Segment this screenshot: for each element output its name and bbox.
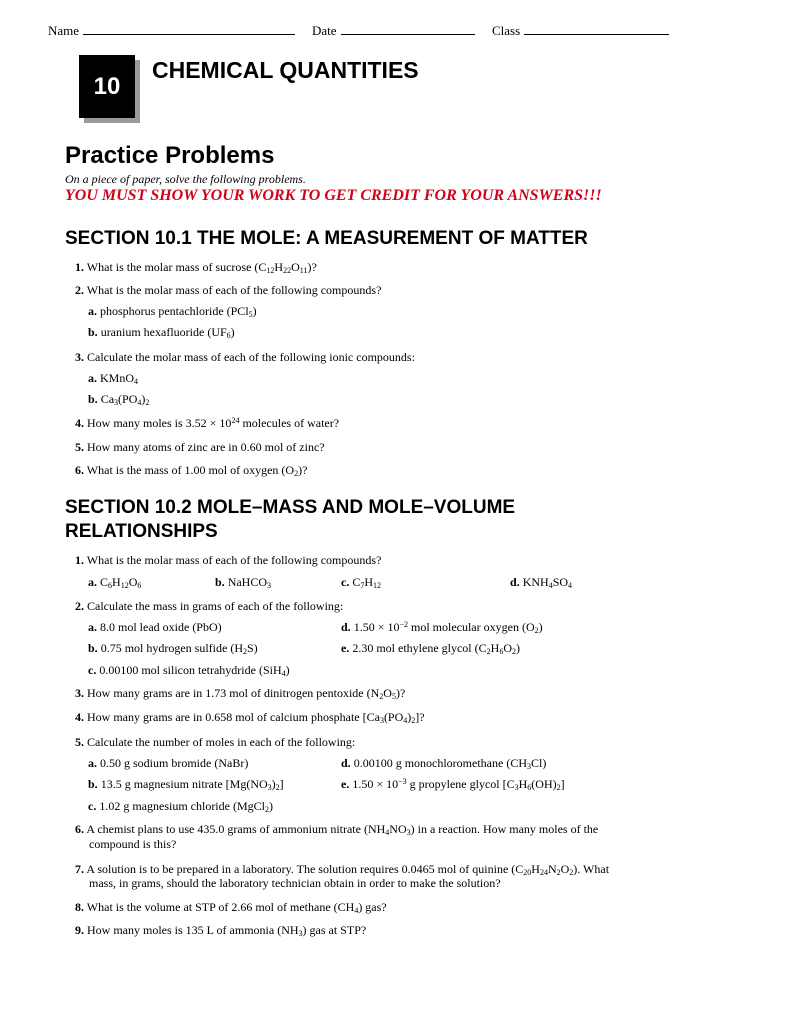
s2-question-6-cont: compound is this? bbox=[89, 837, 177, 851]
s1-q2-part-b: b. uranium hexafluoride $(UF_6)$ bbox=[88, 325, 235, 340]
s2-q5-part-c: c. 1.02 g magnesium chloride (MgCl$_2$) bbox=[88, 799, 273, 814]
s2-question-3: 3. How many grams are in 1.73 mol of dinitrogen pentoxide $(N_2O_5)$? bbox=[75, 686, 406, 701]
s2-q2-part-b: b. 0.75 mol hydrogen sulfide $(H_2S)$ bbox=[88, 641, 258, 656]
s2-q5-part-b: b. 13.5 g magnesium nitrate $[Mg(NO_3)_2]$ bbox=[88, 777, 284, 792]
instruction-text: On a piece of paper, solve the following problems. bbox=[65, 172, 306, 186]
s2-q5-part-a: a. 0.50 g sodium bromide (NaBr) bbox=[88, 756, 249, 770]
s2-q2-part-a: a. 8.0 mol lead oxide (PbO) bbox=[88, 620, 222, 634]
class-field[interactable] bbox=[492, 23, 669, 39]
s2-q1-part-a: a. $C_6H_{12}O_6$ bbox=[88, 575, 142, 590]
s2-q5-part-d: d. 0.00100 g monochloromethane $(CH_3Cl)$ bbox=[341, 756, 547, 771]
s2-question-7: 7. A solution is to be prepared in a laboratory. The solution requires 0.0465 mol of quinine $(C_{20}H_{24}N_2O_2)$. What bbox=[75, 862, 610, 877]
s2-question-4: 4. How many grams are in 0.658 mol of calcium phosphate $[Ca_3(PO_4)_2]$? bbox=[75, 710, 425, 725]
s2-question-2: 2. Calculate the mass in grams of each of the following: bbox=[75, 599, 344, 613]
class-label: Class bbox=[492, 23, 521, 38]
s2-question-6: 6. A chemist plans to use 435.0 grams of ammonium nitrate $(NH_4NO_3)$ in a reaction. How many moles of the bbox=[75, 822, 599, 837]
date-field[interactable] bbox=[312, 23, 475, 39]
section-10-2-title bbox=[65, 496, 685, 544]
section-10-1-title: SECTION 10.1 THE MOLE: A MEASUREMENT OF MATTER bbox=[65, 228, 588, 249]
s2-q2-part-d: d. $1.50 \times 10^{-2}$ mol molecular oxygen $(O_2)$ bbox=[341, 620, 543, 635]
s2-q2-part-c: c. 0.00100 mol silicon tetrahydride (SiH$_4$) bbox=[88, 663, 290, 678]
name-label: Name bbox=[48, 23, 80, 38]
s1-question-1: 1. What is the molar mass of sucrose $(C_{12}H_{22}O_{11})$? bbox=[75, 260, 317, 275]
s1-q2-part-a: a. phosphorus pentachloride (PCl$_5$) bbox=[88, 304, 257, 319]
class-line[interactable] bbox=[524, 24, 669, 35]
date-line[interactable] bbox=[341, 24, 475, 35]
page-title: Practice Problems bbox=[65, 142, 275, 169]
s2-question-5: 5. Calculate the number of moles in each of the following: bbox=[75, 735, 356, 749]
chapter-badge: 10 bbox=[79, 55, 135, 118]
s1-question-4: 4. How many moles is $3.52 \times 10^{24}$ molecules of water? bbox=[75, 416, 340, 430]
s1-question-2: 2. What is the molar mass of each of the following compounds? bbox=[75, 283, 382, 297]
s2-question-9: 9. How many moles is 135 L of ammonia $(NH_3)$ gas at STP? bbox=[75, 923, 367, 938]
section-10-2-title-line2: RELATIONSHIPS bbox=[65, 521, 218, 542]
s1-question-3: 3. Calculate the molar mass of each of the following ionic compounds: bbox=[75, 350, 415, 364]
s1-question-5: 5. How many atoms of zinc are in 0.60 mol of zinc? bbox=[75, 440, 325, 454]
s2-question-7-cont: mass, in grams, should the laboratory technician obtain in order to make the solution? bbox=[89, 876, 501, 890]
s2-q1-part-b: b. NaHCO$_3$ bbox=[215, 575, 272, 590]
section-10-2-title-line1: SECTION 10.2 MOLE–MASS AND MOLE–VOLUME bbox=[65, 497, 516, 518]
s1-q3-part-a: a. KMnO$_4$ bbox=[88, 371, 139, 386]
s2-q1-part-c: c. $C_7H_{12}$ bbox=[341, 575, 382, 590]
name-field[interactable] bbox=[48, 23, 295, 39]
s2-question-8: 8. What is the volume at STP of 2.66 mol of methane $(CH_4)$ gas? bbox=[75, 900, 387, 915]
name-line[interactable] bbox=[83, 24, 295, 35]
chapter-title: CHEMICAL QUANTITIES bbox=[152, 57, 419, 83]
s2-q5-part-e: e. $1.50 \times 10^{-3}$ g propylene glycol $[C_3H_6(OH)_2]$ bbox=[341, 777, 565, 792]
s2-q2-part-e: e. 2.30 mol ethylene glycol $(C_2H_6O_2)$ bbox=[341, 641, 520, 656]
s2-q1-part-d: d. $KNH_4SO_4$ bbox=[510, 575, 573, 590]
s1-q3-part-b: b. $Ca_3(PO_4)_2$ bbox=[88, 392, 150, 407]
warning-text: YOU MUST SHOW YOUR WORK TO GET CREDIT FOR YOUR ANSWERS!!! bbox=[65, 187, 602, 204]
s1-question-6: 6. What is the mass of 1.00 mol of oxygen $(O_2)$? bbox=[75, 463, 308, 478]
date-label: Date bbox=[312, 23, 337, 38]
s2-question-1: 1. What is the molar mass of each of the following compounds? bbox=[75, 553, 382, 567]
